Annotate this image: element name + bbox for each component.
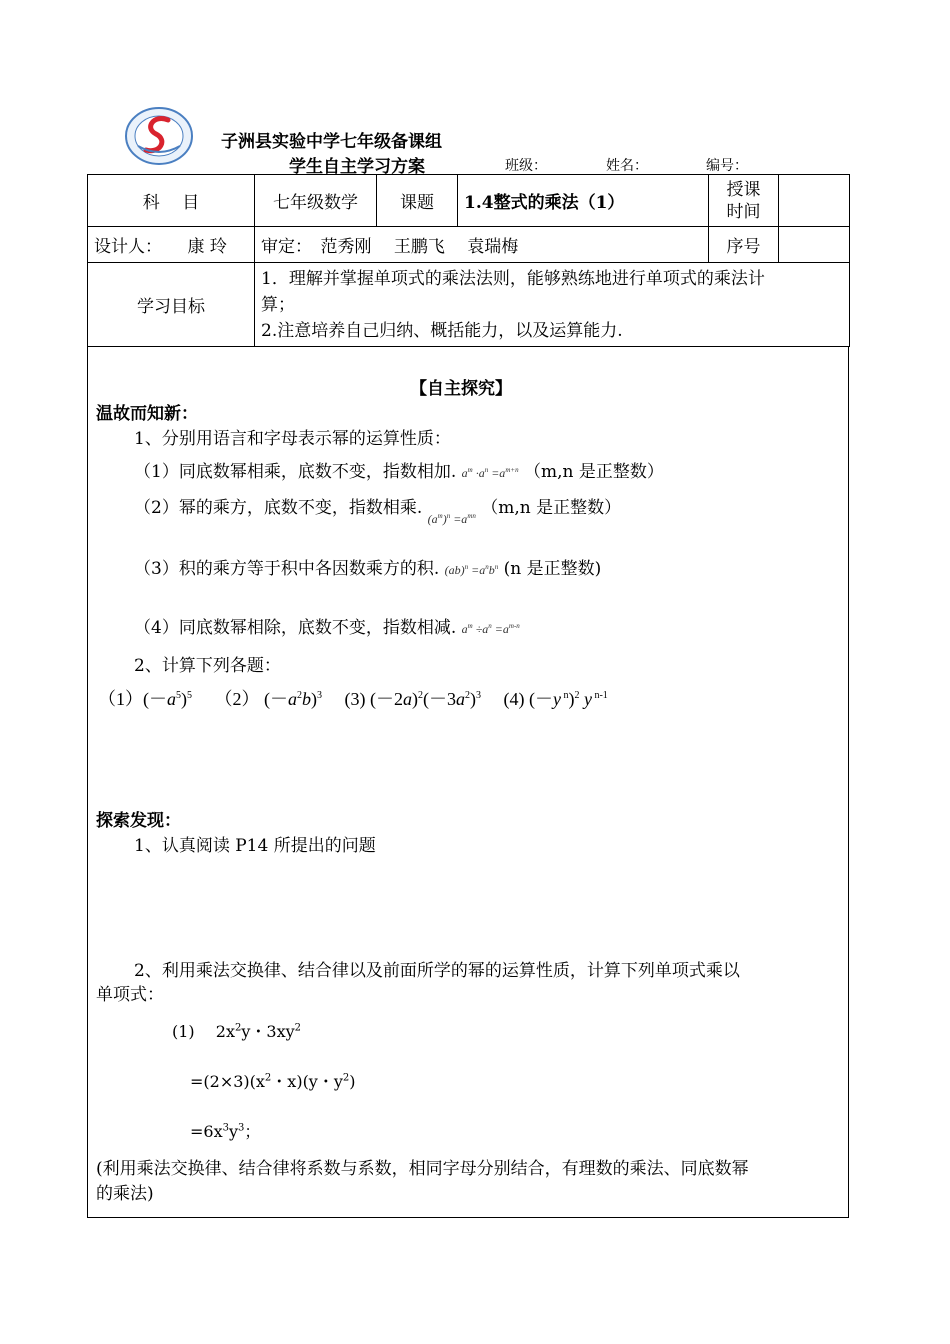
time-value: [779, 175, 850, 227]
explore-2b: 单项式：: [96, 985, 164, 1005]
goal-1: 1．理解并掌握单项式的乘法法则，能够熟练地进行单项式的乘法计: [261, 268, 765, 289]
question-1: 1、分别用语言和字母表示幂的运算性质：: [134, 429, 451, 449]
goal-cell: [255, 263, 850, 347]
serial-label: 序号: [709, 227, 779, 263]
exercise-1: $(1)(-a^5)^5$: [98, 689, 192, 709]
property-2: （2）幂的乘方，底数不变，指数相乘. $_{(a^m)^n =a^{mn}}$ （m,n 是正整数）: [134, 498, 622, 526]
time-label: 授课 时间: [709, 175, 779, 227]
goal-2: 2.注意培养自己归纳、概括能力，以及运算能力.: [261, 320, 623, 341]
goal-1b: 算；: [261, 294, 295, 315]
formula-2: (am)n =amn: [427, 512, 476, 526]
section-title: 【自主探究】: [410, 379, 512, 399]
subject-value: 七年级数学: [255, 175, 377, 227]
formula-1: $a^m \cdot a^n =a^{m+n}$: [461, 466, 519, 480]
reviewer-cell: 审定： 范秀刚 王鹏飞 袁瑞梅: [255, 227, 709, 263]
exercise-4: (4) (－y $^n$)$^2$ y $^{n-1}$: [503, 689, 608, 709]
info-table: [87, 174, 850, 347]
example-line-1: (1) $2x^2y$・$3xy^2$: [172, 1022, 302, 1041]
explore-1: 1、认真阅读 P14 所提出的问题: [134, 836, 376, 856]
review-title: 温故而知新：: [96, 404, 198, 424]
school-logo-emblem: [124, 106, 194, 166]
school-name: 子洲县实验中学七年级备课组: [221, 132, 442, 152]
formula-4: $a^m \div a^n =a^{m-n}$: [461, 622, 520, 636]
plan-title: 学生自主学习方案: [289, 157, 425, 177]
exercise-row: [98, 685, 608, 711]
topic-value: 1.4整式的乘法（1）: [458, 175, 709, 227]
example-line-3: $=6x^3y^3$；: [190, 1122, 261, 1141]
school-logo: [124, 106, 194, 166]
property-4: （4）同底数幂相除，底数不变，指数相减. $a^m \div a^n =a^{m-n}$: [134, 618, 520, 638]
formula-3: $(ab)^n =a^nb^n$: [444, 563, 499, 577]
note-a: (利用乘法交换律、结合律将系数与系数，相同字母分别结合，有理数的乘法、同底数幂: [96, 1159, 749, 1179]
property-1: （1）同底数幂相乘，底数不变，指数相加. $a^m \cdot a^n =a^{m+n}$ （m,n 是正整数）: [134, 462, 664, 482]
subject-label: 科 目: [88, 175, 255, 227]
question-2: 2、计算下列各题：: [134, 656, 281, 676]
class-label: 班级：: [505, 158, 547, 174]
note-b: 的乘法): [96, 1184, 154, 1204]
explore-2a: 2、利用乘法交换律、结合律以及前面所学的幂的运算性质，计算下列单项式乘以: [134, 961, 740, 981]
explore-title: 探索发现：: [96, 811, 181, 831]
number-label: 编号：: [706, 158, 748, 174]
example-line-2: $=(2\times 3)(x^2$・x)(y・$y^2$): [190, 1072, 356, 1091]
goal-label: 学习目标: [88, 263, 255, 347]
exercise-3: (3) $(-2a)^2(-3a^2)^3$: [344, 689, 481, 709]
serial-value: [779, 227, 850, 263]
property-3: （3）积的乘方等于积中各因数乘方的积. $(ab)^n =a^nb^n$ (n 是正整数): [134, 559, 602, 579]
name-label: 姓名：: [606, 158, 648, 174]
designer-cell: 设计人： 康 玲: [88, 227, 255, 263]
exercise-2: （2） $(-a^2b)^3$: [214, 689, 322, 709]
topic-label: 课题: [377, 175, 458, 227]
